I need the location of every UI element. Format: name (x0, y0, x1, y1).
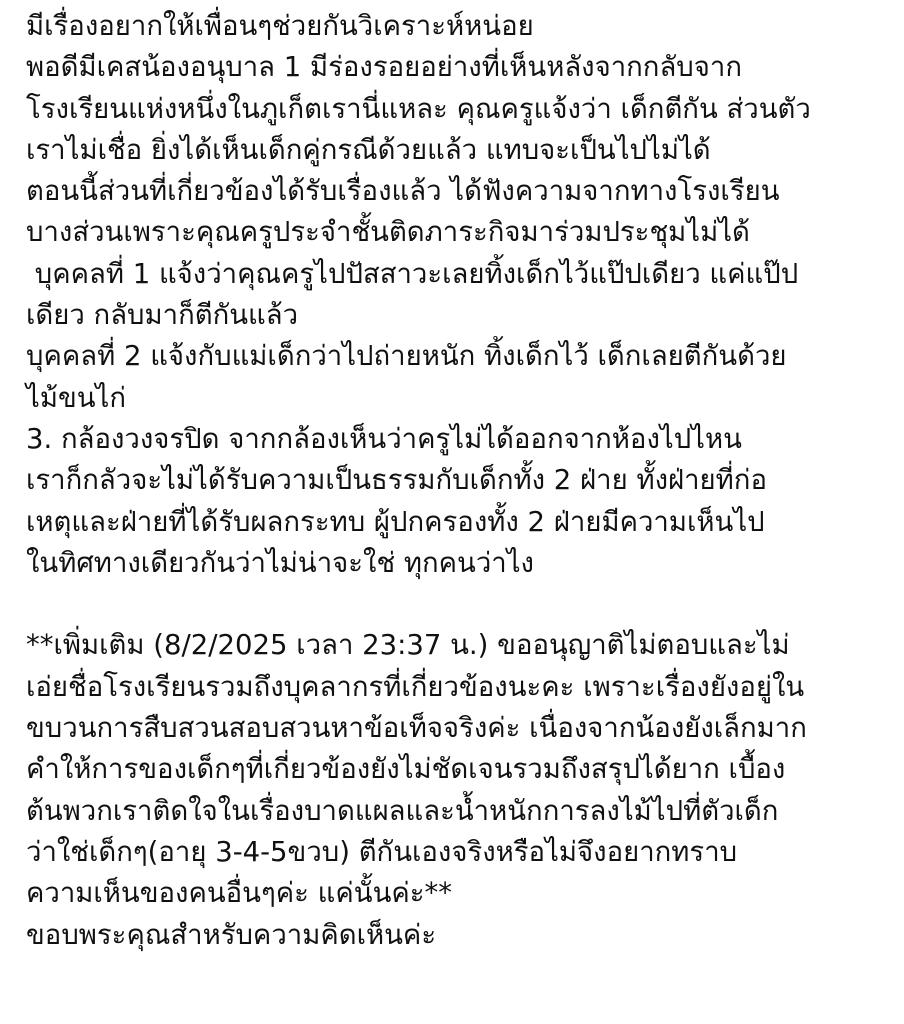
post-line: คำให้การของเด็กๆที่เกี่ยวข้องยังไม่ชัดเจนรวมถึงสรุปได้ยาก เบื้อง (26, 753, 786, 786)
post-line: ตอนนี้ส่วนที่เกี่ยวข้องได้รับเรื่องแล้ว ได้ฟังความจากทางโรงเรียน (26, 175, 780, 208)
post-line: บุคคลที่ 2 แจ้งกับแม่เด็กว่าไปถ่ายหนัก ทิ้งเด็กไว้ เด็กเลยตีกันด้วย (26, 340, 787, 373)
post-line: เอ่ยชื่อโรงเรียนรวมถึงบุคลากรที่เกี่ยวข้องนะคะ เพราะเรื่องยังอยู่ใน (26, 670, 805, 703)
post-line: โรงเรียนแห่งหนึ่งในภูเก็ตเรานี่แหละ คุณครูแจ้งว่า เด็กตีกัน ส่วนตัว (26, 92, 811, 125)
post-line: มีเรื่องอยากให้เพื่อนๆช่วยกันวิเคราะห์หน่อย (26, 10, 534, 42)
post-line: ไม้ขนไก่ (26, 381, 127, 414)
post-line: ขบวนการสืบสวนสอบสวนหาข้อเท็จจริงค่ะ เนื่องจากน้องยังเล็กมาก (26, 712, 807, 745)
post-line: ขอบพระคุณสำหรับความคิดเห็นค่ะ (26, 918, 437, 951)
post-line: เดียว กลับมาก็ตีกันแล้ว (26, 299, 299, 332)
post-line: ในทิศทางเดียวกันว่าไม่น่าจะใช่ ทุกคนว่าไง (26, 546, 534, 579)
post-line: พอดีมีเคสน้องอนุบาล 1 มีร่องรอยอย่างที่เห็นหลังจากกลับจาก (26, 51, 742, 84)
post-line: เราไม่เชื่อ ยิ่งได้เห็นเด็กคู่กรณีด้วยแล้ว แทบจะเป็นไปไม่ได้ (26, 133, 711, 166)
post-line: 3. กล้องวงจรปิด จากกล้องเห็นว่าครูไม่ได้ออกจากห้องไปไหน (26, 422, 742, 455)
post-line: ว่าใช่เด็กๆ(อายุ 3-4-5ขวบ) ตีกันเองจริงหรือไม่จึงอยากทราบ (26, 835, 738, 868)
post-line: **เพิ่มเติม (8/2/2025 เวลา 23:37 น.) ขออนุญาติไม่ตอบและไม่ (26, 629, 790, 662)
post-line: ต้นพวกเราติดใจในเรื่องบาดแผลและน้ำหนักการลงไม้ไปที่ตัวเด็ก (26, 794, 779, 827)
post-line: ความเห็นของคนอื่นๆค่ะ แค่นั้นค่ะ** (26, 877, 453, 910)
blank-line (26, 584, 898, 625)
post-line: บางส่วนเพราะคุณครูประจำชั้นติดภาระกิจมาร่วมประชุมไม่ได้ (26, 216, 750, 249)
post-line: บุคคลที่ 1 แจ้งว่าคุณครูไปปัสสาวะเลยทิ้งเด็กไว้แป๊ปเดียว แค่แป๊ป (26, 257, 799, 290)
post-line: เหตุและฝ่ายที่ได้รับผลกระทบ ผู้ปกครองทั้ง 2 ฝ่ายมีความเห็นไป (26, 505, 765, 538)
post-body (26, 6, 898, 956)
post-line: เราก็กลัวจะไม่ได้รับความเป็นธรรมกับเด็กทั้ง 2 ฝ่าย ทั้งฝ่ายที่ก่อ (26, 464, 767, 497)
